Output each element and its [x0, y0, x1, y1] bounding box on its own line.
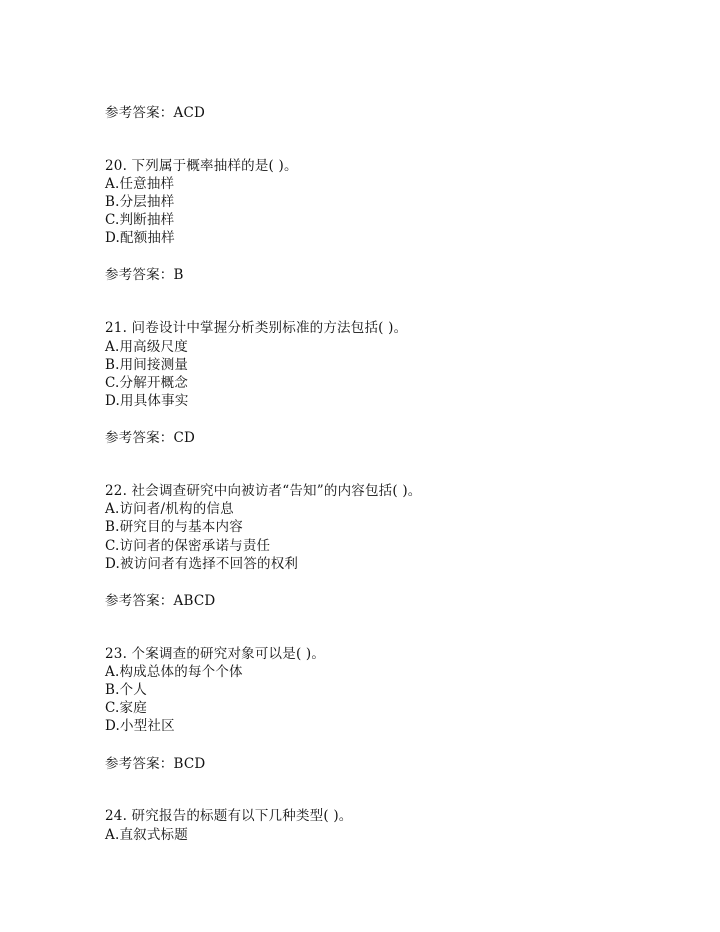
- question-20-option-d: D.配额抽样: [105, 230, 175, 246]
- question-23-option-d: D.小型社区: [105, 718, 175, 734]
- question-20-option-b: B.分层抽样: [105, 194, 175, 210]
- question-23-option-c: C.家庭: [105, 700, 147, 716]
- question-20-option-a: A.任意抽样: [105, 176, 175, 192]
- question-22-option-d: D.被访问者有选择不回答的权利: [105, 556, 299, 572]
- question-20-option-c: C.判断抽样: [105, 212, 175, 228]
- question-24-option-a: A.直叙式标题: [105, 827, 188, 843]
- question-20-answer: 参考答案：B: [105, 267, 184, 283]
- question-21-stem: 21. 问卷设计中掌握分析类别标准的方法包括( )。: [105, 320, 408, 336]
- question-24-stem: 24. 研究报告的标题有以下几种类型( )。: [105, 808, 353, 824]
- question-22-stem: 22. 社会调查研究中向被访者“告知”的内容包括( )。: [105, 483, 422, 499]
- question-21-option-c: C.分解开概念: [105, 375, 189, 391]
- question-23-stem: 23. 个案调查的研究对象可以是( )。: [105, 646, 326, 662]
- question-22-option-c: C.访问者的保密承诺与责任: [105, 538, 271, 554]
- question-21-option-d: D.用具体事实: [105, 393, 189, 409]
- question-22-option-a: A.访问者/机构的信息: [105, 501, 234, 517]
- question-23-option-b: B.个人: [105, 682, 148, 698]
- question-22-answer: 参考答案：ABCD: [105, 593, 216, 609]
- question-20-stem: 20. 下列属于概率抽样的是( )。: [105, 158, 298, 174]
- question-21-option-b: B.用间接测量: [105, 357, 189, 373]
- answer-prev: 参考答案：ACD: [105, 105, 206, 121]
- question-23-option-a: A.构成总体的每个个体: [105, 664, 243, 680]
- question-23-answer: 参考答案：BCD: [105, 756, 206, 772]
- question-21-option-a: A.用高级尺度: [105, 339, 188, 355]
- question-21-answer: 参考答案：CD: [105, 430, 196, 446]
- question-22-option-b: B.研究目的与基本内容: [105, 519, 243, 535]
